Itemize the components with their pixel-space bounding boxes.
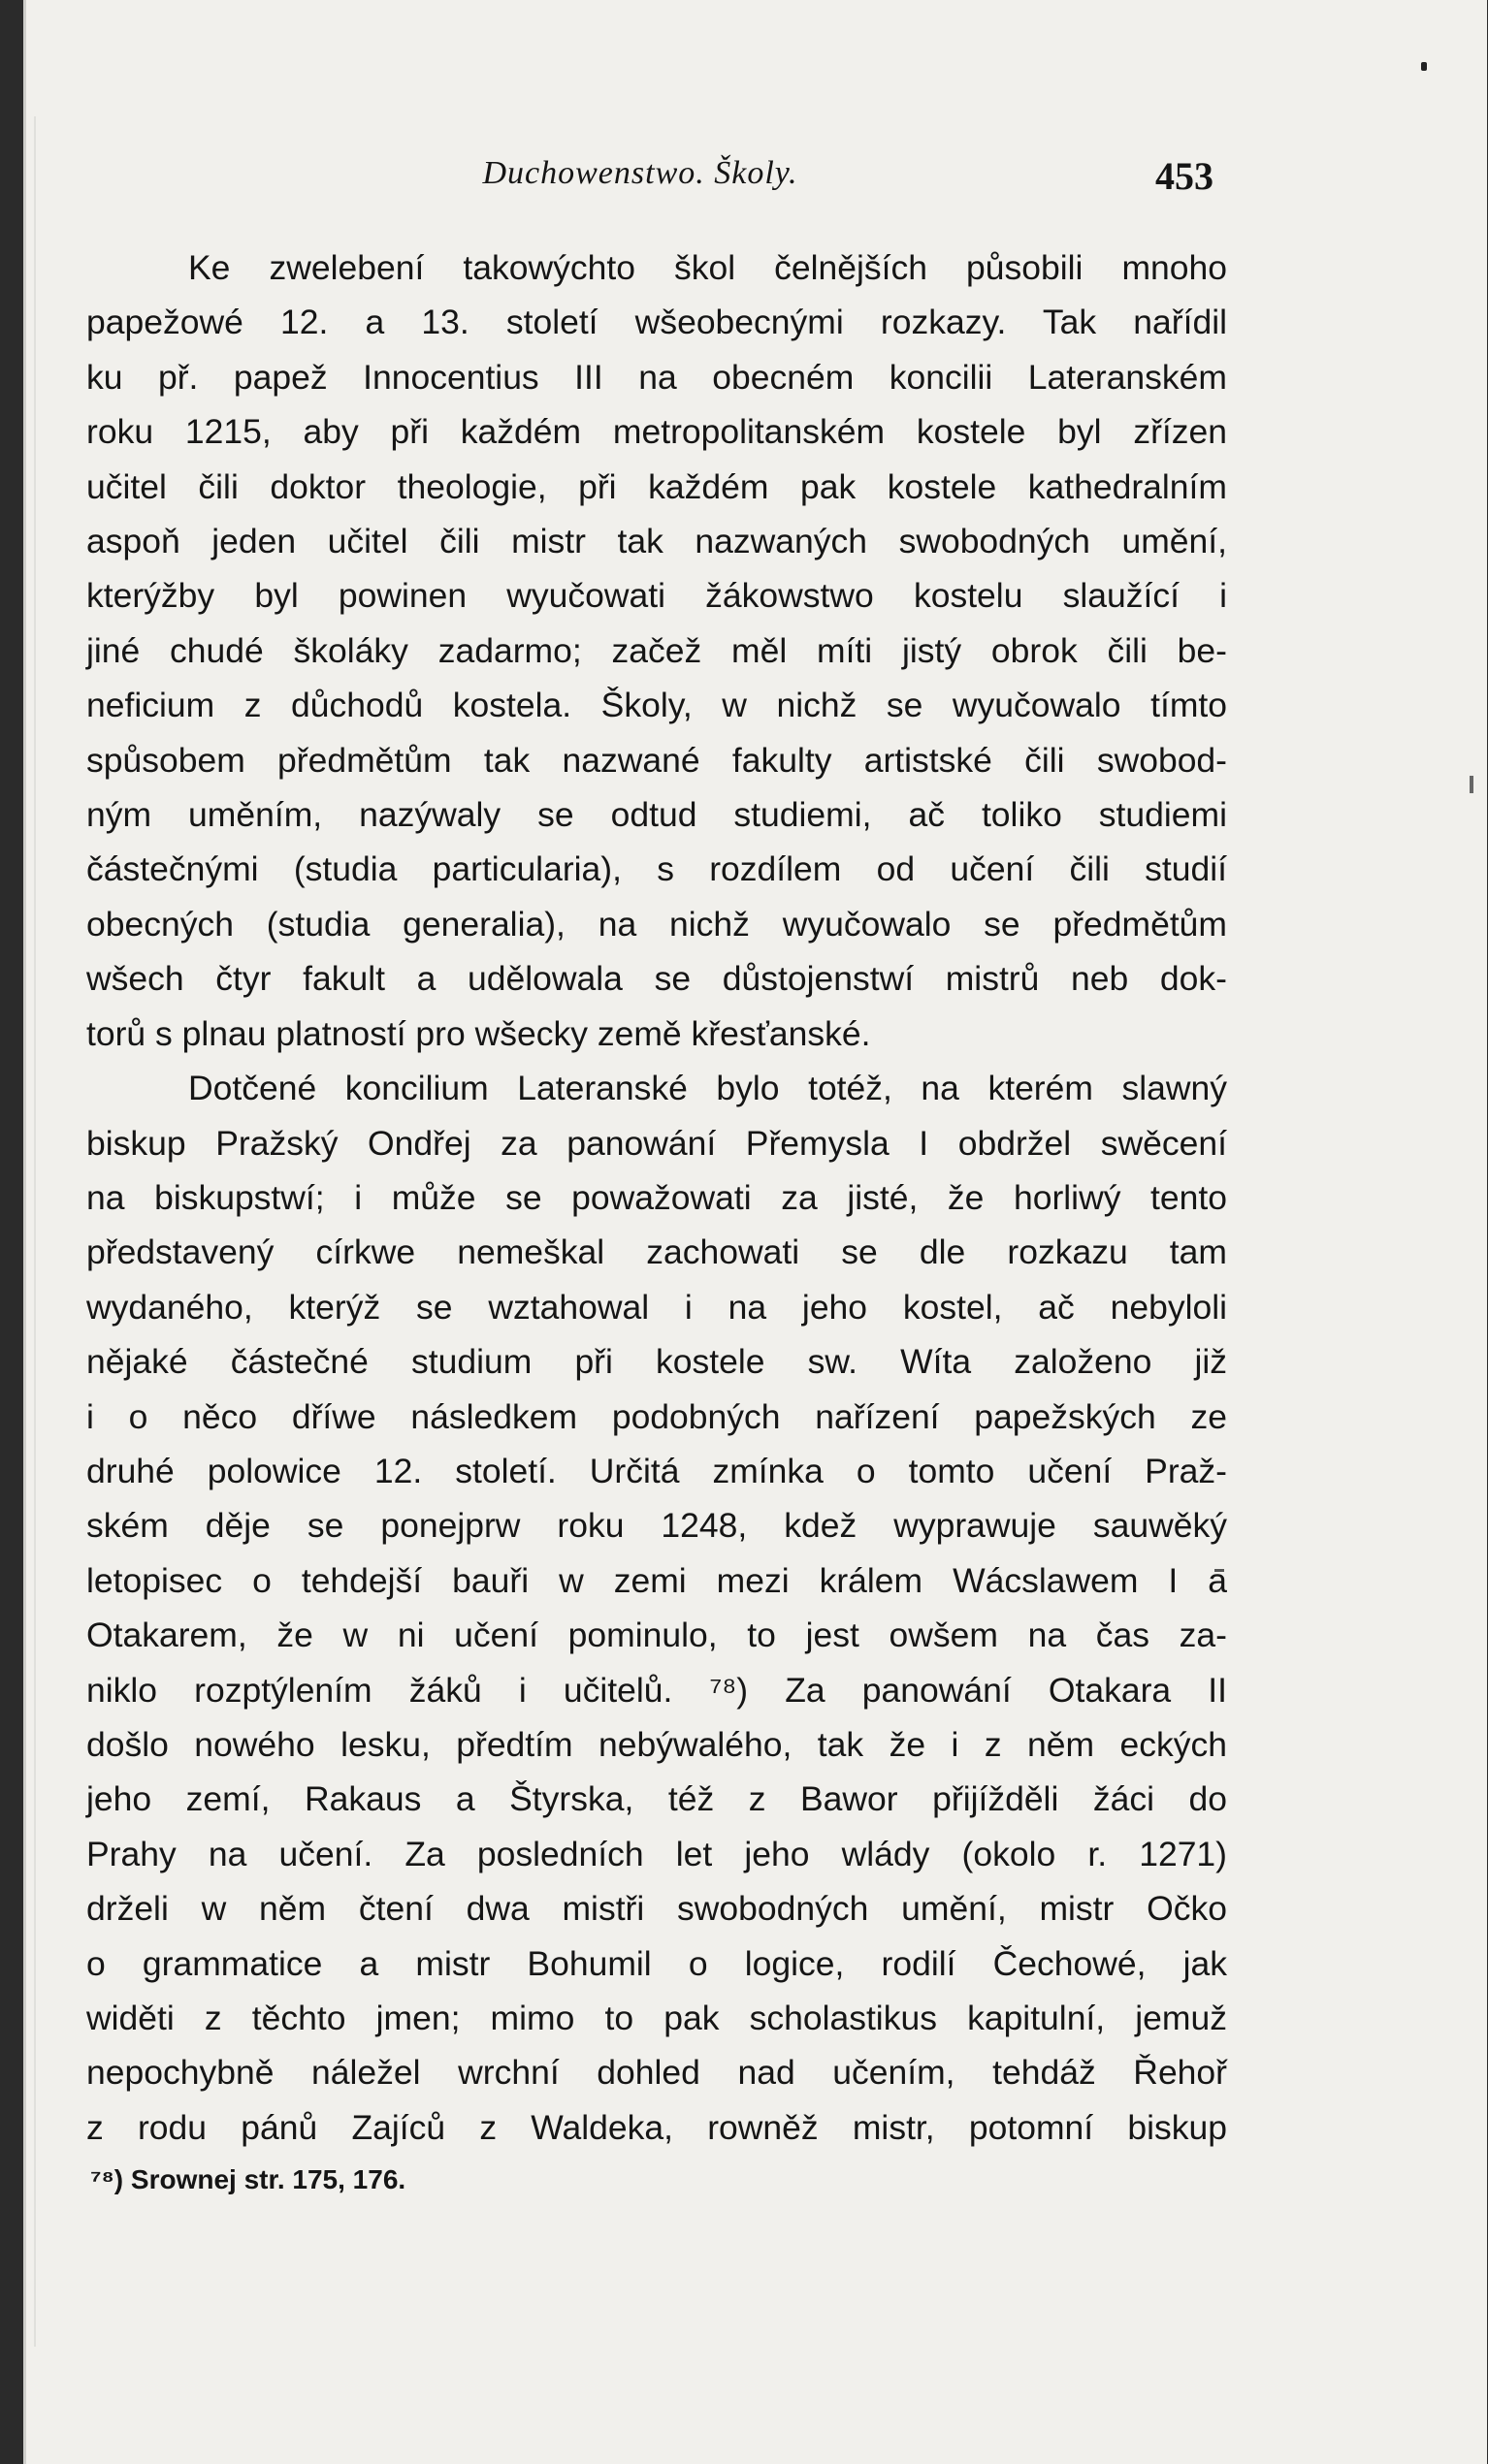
page-edge-shadow xyxy=(34,116,36,2347)
running-head: Duchowenstwo. Školy. xyxy=(482,155,798,191)
text-line: Dotčené koncilium Lateranské bylo totéž, na kterém slawný xyxy=(188,1069,1227,1108)
text-line: drželi w něm čtení dwa mistři swobodných umění, mistr Očko xyxy=(86,1889,1227,1929)
text-line: i o něco dříwe následkem podobných nařízení papežských ze xyxy=(86,1396,1227,1436)
text-line: Prahy na učení. Za posledních let jeho wlády (okolo r. 1271) xyxy=(86,1834,1227,1873)
text-line: ku př. papež Innocentius III na obecném koncilii Lateranském xyxy=(86,357,1227,397)
text-line: nějaké částečné studium při kostele sw. Wíta založeno již xyxy=(86,1342,1227,1382)
text-line: z rodu pánů Zajíců z Waldeka, rowněž mistr, potomní biskup xyxy=(86,2107,1227,2147)
text-line: torů s plnau platností pro wšecky země křesťanské. xyxy=(86,1013,871,1053)
text-line: widěti z těchto jmen; mimo to pak scholastikus kapitulní, jemuž xyxy=(86,1999,1227,2037)
footnote xyxy=(90,2164,405,2195)
text-line: Otakarem, že w ni učení pominulo, to jest owšem na čas za- xyxy=(86,1616,1227,1655)
text-line: o grammatice a mistr Bohumil o logice, rodilí Čechowé, jak xyxy=(86,1943,1227,1983)
text-line: nepochybně náležel wrchní dohled nad učením, tehdáž Řehoř xyxy=(86,2053,1227,2093)
text-line: částečnými (studia particularia), s rozdílem od učení čili studií xyxy=(86,849,1227,889)
text-line: ském děje se ponejprw roku 1248, kdež wyprawuje sauwěký xyxy=(86,1506,1227,1546)
text-line: ným uměním, nazýwaly se odtud studiemi, ač toliko studiemi xyxy=(86,795,1227,835)
text-line: jeho zemí, Rakaus a Štyrska, též z Bawor přijížděli žáci do xyxy=(86,1779,1227,1819)
ink-speck xyxy=(1421,62,1427,71)
page-number: 453 xyxy=(1155,154,1213,198)
text-line: roku 1215, aby při každém metropolitanském kostele byl zřízen xyxy=(86,412,1227,452)
text-line: niklo rozptýlením žáků i učitelů. ⁷⁸) Za panowání Otakara II xyxy=(86,1670,1227,1710)
text-line: wydaného, kterýž se wztahowal i na jeho kostel, ač nebyloli xyxy=(86,1287,1227,1327)
footnote-marker: ⁷⁸) xyxy=(90,2164,124,2194)
footnote-text: Srownej str. 175, 176. xyxy=(130,2164,406,2194)
text-line: obecných (studia generalia), na nichž wyučowalo se předmětům xyxy=(86,904,1227,944)
text-line: letopisec o tehdejší bauři w zemi mezi králem Wácslawem I a xyxy=(86,1560,1227,1600)
text-line: biskup Pražský Ondřej za panowání Přemysla I obdržel swěcení xyxy=(86,1123,1227,1163)
text-line: spůsobem předmětům tak nazwané fakulty artistské čili swobod- xyxy=(86,740,1227,780)
text-line: jiné chudé školáky zadarmo; začež měl míti jistý obrok čili be- xyxy=(86,630,1227,670)
text-line: neficium z důchodů kostela. Školy, w nichž se wyučowalo tímto xyxy=(86,686,1227,725)
text-line: Ke zwelebení takowýchto škol čelnějších působili mnoho xyxy=(188,248,1227,287)
text-line: došlo nowého lesku, předtím nebýwalého, tak že i z něm eckých xyxy=(86,1724,1227,1764)
text-line: druhé polowice 12. století. Určitá zmínka o tomto učení Praž- xyxy=(86,1451,1227,1490)
text-line: na biskupstwí; i může se powažowati za jisté, že horliwý tento xyxy=(86,1177,1227,1217)
text-line: představený církwe nemeškal zachowati se dle rozkazu tam xyxy=(86,1232,1227,1272)
body-text xyxy=(86,240,1227,2155)
text-line: kterýžby byl powinen wyučowati žákowstwo kostelu slaužící i xyxy=(86,576,1227,616)
text-line: papežowé 12. a 13. století wšeobecnými rozkazy. Tak nařídil xyxy=(86,303,1227,342)
text-line: wšech čtyr fakult a udělowala se důstojenstwí mistrů neb dok- xyxy=(86,959,1227,999)
text-line: učitel čili doktor theologie, při každém pak kostele kathedralním xyxy=(86,466,1227,506)
ink-mark-edge xyxy=(1470,776,1473,793)
text-line: aspoň jeden učitel čili mistr tak nazwaných swobodných umění, xyxy=(86,522,1227,561)
book-page xyxy=(23,0,1487,2464)
